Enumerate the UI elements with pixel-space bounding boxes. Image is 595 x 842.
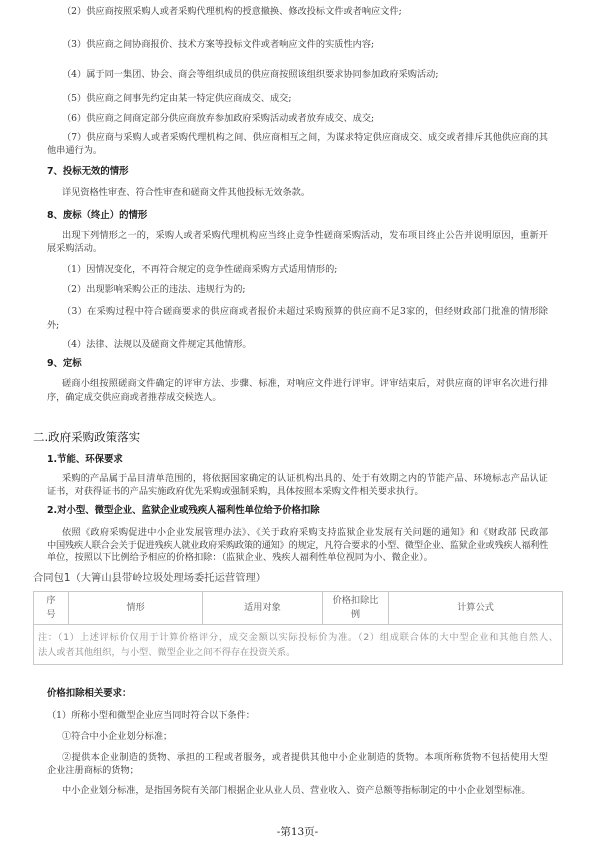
sme-body-line-3: 单位，按照以下比例给予相应的价格扣除：（监狱企业、残疾人福利性单位视同为小、微企业）。 xyxy=(47,552,433,563)
price-deduction-item-1: （1）所称小型和微型企业应当同时符合以下条件： xyxy=(47,710,255,721)
page-number: -第13页- xyxy=(276,826,319,838)
policy-section-title: 二.政府采购政策落实 xyxy=(33,430,141,444)
termination-heading: 8、废标（终止）的情形 xyxy=(47,210,148,221)
column-header-formula: 计算公式 xyxy=(389,592,563,625)
sme-heading: 2.对小型、微型企业、监狱企业或残疾人福利性单位给予价格扣除 xyxy=(47,505,320,516)
collusion-item-7-line-1: （7）供应商与采购人或者采购代理机构之间、供应商相互之间，为谋求特定供应商成交、成交或者排斥其他供应商的其 xyxy=(62,132,548,143)
sme-condition-2-line-1: ②提供本企业制造的货物、承担的工程或者服务，或者提供其他中小企业制造的货物。本项所称货物不包括使用大型 xyxy=(62,752,548,763)
sme-body-line-2: 中国残疾人联合会关于促进残疾人就业政府采购政策的通知》的规定，凡符合要求的小型、微型企业、监狱企业或残疾人福利性 xyxy=(47,540,548,551)
award-body-line-1: 磋商小组按照磋商文件确定的评审方法、步骤、标准，对响应文件进行评审。评审结束后，对供应商的评审名次进行排 xyxy=(62,378,548,389)
collusion-item-5: （5）供应商之间事先约定由某一特定供应商成交、成交; xyxy=(62,93,292,104)
table-note-row xyxy=(34,625,563,665)
collusion-item-4: （4）属于同一集团、协会、商会等组织成员的供应商按照该组织要求协同参加政府采购活动; xyxy=(62,69,439,80)
table-note-cell xyxy=(34,625,563,665)
award-body-line-2: 序，确定成交供应商或者推荐成交候选人。 xyxy=(47,392,222,403)
energy-body-line-2: 证书，对获得证书的产品实施政府优先采购或强制采购，具体按照本采购文件相关要求执行。 xyxy=(47,486,424,497)
sme-standard-definition: 中小企业划分标准，是指国务院有关部门根据企业从业人员、营业收入、资产总额等指标制定的中小企业划型标准。 xyxy=(62,785,531,796)
termination-item-2: （2）出现影响采购公正的违法、违规行为的; xyxy=(62,284,246,295)
package-title: 合同包1（大箐山县带岭垃圾处理场委托运营管理） xyxy=(33,572,267,584)
termination-item-1: （1）因情况变化，不再符合规定的竞争性磋商采购方式适用情形的; xyxy=(62,264,338,275)
invalid-bid-heading: 7、投标无效的情形 xyxy=(47,166,129,177)
sme-body-line-1: 依照《政府采购促进中小企业发展管理办法》、《关于政府采购支持监狱企业发展有关问题的通知》和《财政部 民政部 xyxy=(62,527,548,538)
termination-item-3-line-2: 外; xyxy=(47,320,60,331)
energy-body-line-1: 采购的产品属于品目清单范围的，将依据国家确定的认证机构出具的、处于有效期之内的节能产品、环境标志产品认证 xyxy=(62,473,548,484)
column-header-applicable-party: 适用对象 xyxy=(203,592,323,625)
table-note-line-1: 注：（1）上述评标价仅用于计算价格评分，成交金额以实际投标价为准。（2）组成联合体的大中型企业和其他自然人、 xyxy=(38,631,558,643)
price-deduction-heading: 价格扣除相关要求： xyxy=(47,688,132,699)
column-header-situation: 情形 xyxy=(69,592,203,625)
table-header-row xyxy=(34,592,563,625)
termination-intro-line-1: 出现下列情形之一的，采购人或者采购代理机构应当终止竞争性磋商采购活动，发布项目终止公告并说明原因，重新开 xyxy=(62,230,548,241)
sme-condition-2-line-2: 企业注册商标的货物； xyxy=(47,765,139,776)
sme-condition-1: ①符合中小企业划分标准； xyxy=(62,731,173,742)
collusion-item-7-line-2: 他串通行为。 xyxy=(47,145,103,156)
termination-intro-line-2: 展采购活动。 xyxy=(47,243,103,254)
price-deduction-table xyxy=(33,591,563,665)
award-heading: 9、定标 xyxy=(47,358,82,369)
column-header-serial: 序号 xyxy=(34,592,69,625)
termination-item-4: （4）法律、法规以及磋商文件规定其他情形。 xyxy=(62,339,252,350)
termination-item-3-line-1: （3）在采购过程中符合磋商要求的供应商或者报价未超过采购预算的供应商不足3家的，但经财政部门批准的情形除 xyxy=(62,306,548,317)
table-note-line-2: 法人或者其他组织，与小型、微型企业之间不得存在投资关系。 xyxy=(38,646,296,658)
invalid-bid-body: 详见资格性审查、符合性审查和磋商文件其他投标无效条款。 xyxy=(62,187,311,198)
energy-heading: 1.节能、环保要求 xyxy=(47,454,123,465)
collusion-item-2: （2）供应商按照采购人或者采购代理机构的授意撤换、修改投标文件或者响应文件; xyxy=(62,6,402,17)
collusion-item-3: （3）供应商之间协商报价、技术方案等投标文件或者响应文件的实质性内容; xyxy=(62,39,375,50)
collusion-item-6: （6）供应商之间商定部分供应商放弃参加政府采购活动或者放弃成交、成交; xyxy=(62,113,375,124)
column-header-deduction-ratio: 价格扣除比例 xyxy=(323,592,389,625)
